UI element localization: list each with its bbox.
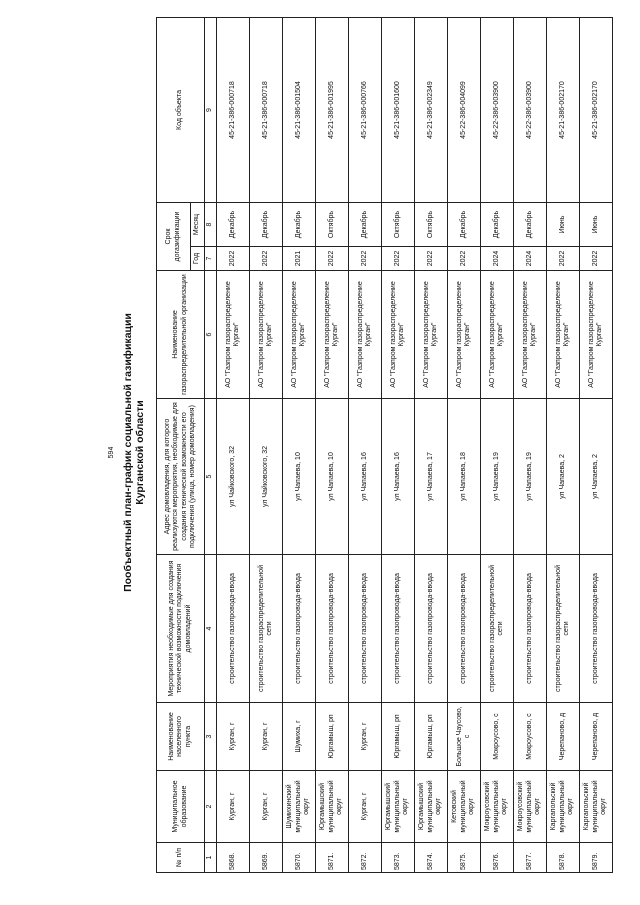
- cell-measures: строительство газопровода-ввода: [448, 555, 481, 703]
- header-month: Месяц: [191, 203, 205, 247]
- cell-settlement: Юргамыш, рп: [415, 703, 448, 771]
- cell-month: Июнь: [580, 203, 613, 247]
- cell-settlement: Юргамыш, рп: [382, 703, 415, 771]
- col-number: 1: [205, 843, 217, 873]
- cell-address: ул Чапаева, 2: [580, 399, 613, 555]
- cell-settlement: Курган, г: [349, 703, 382, 771]
- cell-address: ул Чайковского, 32: [217, 399, 250, 555]
- header-measures: Мероприятия необходимые для создания технической возможности подключения домовладений: [157, 555, 205, 703]
- cell-month: Июнь: [547, 203, 580, 247]
- cell-row-number: 5868.: [217, 843, 250, 873]
- cell-organization: АО "Газпром газораспределение Курган": [547, 271, 580, 399]
- cell-measures: строительство газопровода-ввода: [217, 555, 250, 703]
- header-address: Адрес домовладения, для которого реализуются мероприятия, необходимые для создания технической возможности его подключения (улица, номер домовладения): [157, 399, 205, 555]
- header-organization: Наименование газораспределительной организации: [157, 271, 205, 399]
- cell-code: 45-22-386-003900: [481, 18, 514, 203]
- cell-month: Декабрь: [283, 203, 316, 247]
- cell-code: 45-21-386-001504: [283, 18, 316, 203]
- column-number-row: [205, 18, 217, 873]
- header-code: Код объекта: [157, 18, 205, 203]
- cell-row-number: 5873.: [382, 843, 415, 873]
- cell-settlement: Курган, г: [250, 703, 283, 771]
- cell-month: Декабрь: [349, 203, 382, 247]
- cell-year: 2024: [481, 247, 514, 271]
- cell-measures: строительство газопровода-ввода: [283, 555, 316, 703]
- table-row: [283, 18, 316, 873]
- cell-month: Декабрь: [217, 203, 250, 247]
- cell-settlement: Черепаново, д: [580, 703, 613, 771]
- cell-row-number: 5876.: [481, 843, 514, 873]
- cell-row-number: 5879.: [580, 843, 613, 873]
- cell-month: Декабрь: [514, 203, 547, 247]
- table-row: [481, 18, 514, 873]
- cell-address: ул Чапаева, 16: [382, 399, 415, 555]
- cell-year: 2022: [580, 247, 613, 271]
- cell-year: 2022: [349, 247, 382, 271]
- col-number: 5: [205, 399, 217, 555]
- table-row: [448, 18, 481, 873]
- cell-year: 2022: [448, 247, 481, 271]
- cell-municipality: Юргамышский муниципальный округ: [415, 771, 448, 843]
- cell-municipality: Юргамышский муниципальный округ: [316, 771, 349, 843]
- cell-organization: АО "Газпром газораспределение Курган": [514, 271, 547, 399]
- cell-measures: строительство газопровода-ввода: [415, 555, 448, 703]
- cell-address: ул Чапаева, 16: [349, 399, 382, 555]
- cell-organization: АО "Газпром газораспределение Курган": [283, 271, 316, 399]
- cell-organization: АО "Газпром газораспределение Курган": [250, 271, 283, 399]
- cell-measures: строительство газопровода-ввода: [382, 555, 415, 703]
- cell-month: Декабрь: [481, 203, 514, 247]
- cell-organization: АО "Газпром газораспределение Курган": [217, 271, 250, 399]
- cell-organization: АО "Газпром газораспределение Курган": [580, 271, 613, 399]
- cell-organization: АО "Газпром газораспределение Курган": [349, 271, 382, 399]
- header-municipality: Муниципальное образование: [157, 771, 205, 843]
- table-row: [415, 18, 448, 873]
- cell-measures: строительство газопровода-ввода: [316, 555, 349, 703]
- cell-month: Октябрь: [415, 203, 448, 247]
- title-line-1: Пообъектный план-график социальной газификации: [122, 313, 134, 592]
- cell-settlement: Шумиха, г: [283, 703, 316, 771]
- cell-code: 45-21-386-000766: [349, 18, 382, 203]
- col-number: 7: [205, 247, 217, 271]
- table-row: [547, 18, 580, 873]
- col-number: 2: [205, 771, 217, 843]
- cell-municipality: Каргапольский муниципальный округ: [580, 771, 613, 843]
- cell-year: 2024: [514, 247, 547, 271]
- cell-month: Октябрь: [316, 203, 349, 247]
- cell-municipality: Курган, г: [250, 771, 283, 843]
- title-line-2: Курганской области: [134, 400, 146, 505]
- cell-code: 45-21-386-000718: [250, 18, 283, 203]
- table-row: [217, 18, 250, 873]
- cell-address: ул Чапаева, 2: [547, 399, 580, 555]
- cell-measures: строительство газопровода-ввода: [580, 555, 613, 703]
- col-number: 3: [205, 703, 217, 771]
- cell-year: 2022: [415, 247, 448, 271]
- cell-code: 45-21-386-001995: [316, 18, 349, 203]
- cell-organization: АО "Газпром газораспределение Курган": [316, 271, 349, 399]
- cell-municipality: Юргамышский муниципальный округ: [382, 771, 415, 843]
- cell-municipality: Мокроусовский муниципальный округ: [481, 771, 514, 843]
- cell-settlement: Большое Чаусово, с: [448, 703, 481, 771]
- table-row: [316, 18, 349, 873]
- cell-year: 2021: [283, 247, 316, 271]
- table-row: [580, 18, 613, 873]
- header-num: № п/п: [157, 843, 205, 873]
- cell-code: 45-21-386-000718: [217, 18, 250, 203]
- cell-address: ул Чайковского, 32: [250, 399, 283, 555]
- cell-organization: АО "Газпром газораспределение Курган": [448, 271, 481, 399]
- cell-measures: строительство газораспределительной сети: [250, 555, 283, 703]
- cell-municipality: Кетовский муниципальный округ: [448, 771, 481, 843]
- cell-address: ул Чапаева, 17: [415, 399, 448, 555]
- cell-month: Декабрь: [448, 203, 481, 247]
- cell-year: 2022: [316, 247, 349, 271]
- cell-measures: строительство газопровода-ввода: [349, 555, 382, 703]
- cell-month: Декабрь: [250, 203, 283, 247]
- cell-code: 45-21-386-002170: [580, 18, 613, 203]
- cell-row-number: 5877.: [514, 843, 547, 873]
- cell-municipality: Курган, г: [349, 771, 382, 843]
- table-row: [250, 18, 283, 873]
- cell-year: 2022: [547, 247, 580, 271]
- cell-municipality: Шумихинский муниципальный округ: [283, 771, 316, 843]
- cell-organization: АО "Газпром газораспределение Курган": [481, 271, 514, 399]
- cell-organization: АО "Газпром газораспределение Курган": [415, 271, 448, 399]
- cell-settlement: Юргамыш, рп: [316, 703, 349, 771]
- cell-municipality: Курган, г: [217, 771, 250, 843]
- cell-year: 2022: [382, 247, 415, 271]
- cell-code: 45-22-386-004099: [448, 18, 481, 203]
- cell-year: 2022: [250, 247, 283, 271]
- table-row: [514, 18, 547, 873]
- cell-year: 2022: [217, 247, 250, 271]
- table-row: [382, 18, 415, 873]
- cell-code: 45-21-386-002349: [415, 18, 448, 203]
- header-year: Год: [191, 247, 205, 271]
- cell-measures: строительство газопровода-ввода: [514, 555, 547, 703]
- cell-row-number: 5869.: [250, 843, 283, 873]
- header-settlement: Наименование населенного пункта: [157, 703, 205, 771]
- gasification-schedule-table: [156, 17, 613, 873]
- col-number: 6: [205, 271, 217, 399]
- cell-organization: АО "Газпром газораспределение Курган": [382, 271, 415, 399]
- cell-settlement: Курган, г: [217, 703, 250, 771]
- cell-row-number: 5875.: [448, 843, 481, 873]
- cell-measures: строительство газораспределительной сети: [547, 555, 580, 703]
- cell-address: ул Чапаева, 18: [448, 399, 481, 555]
- cell-row-number: 5874.: [415, 843, 448, 873]
- cell-address: ул Чапаева, 10: [316, 399, 349, 555]
- col-number: 4: [205, 555, 217, 703]
- cell-code: 45-22-386-003900: [514, 18, 547, 203]
- table-body: [205, 18, 613, 873]
- cell-row-number: 5878.: [547, 843, 580, 873]
- col-number: 8: [205, 203, 217, 247]
- cell-row-number: 5870.: [283, 843, 316, 873]
- cell-code: 45-21-386-001600: [382, 18, 415, 203]
- cell-address: ул Чапаева, 19: [514, 399, 547, 555]
- col-number: 9: [205, 18, 217, 203]
- cell-month: Октябрь: [382, 203, 415, 247]
- cell-row-number: 5872.: [349, 843, 382, 873]
- cell-settlement: Мокроусово, с: [481, 703, 514, 771]
- cell-municipality: Каргапольский муниципальный округ: [547, 771, 580, 843]
- cell-row-number: 5871.: [316, 843, 349, 873]
- header-term: Срок догазификации: [157, 203, 191, 271]
- page-number: 594: [108, 446, 115, 459]
- table-row: [349, 18, 382, 873]
- cell-code: 45-21-386-002170: [547, 18, 580, 203]
- cell-settlement: Мокроусово, с: [514, 703, 547, 771]
- cell-municipality: Мокроусовский муниципальный округ: [514, 771, 547, 843]
- cell-settlement: Черепаново, д: [547, 703, 580, 771]
- cell-address: ул Чапаева, 19: [481, 399, 514, 555]
- cell-address: ул Чапаева, 10: [283, 399, 316, 555]
- document-title: [122, 0, 146, 905]
- cell-measures: строительство газораспределительной сети: [481, 555, 514, 703]
